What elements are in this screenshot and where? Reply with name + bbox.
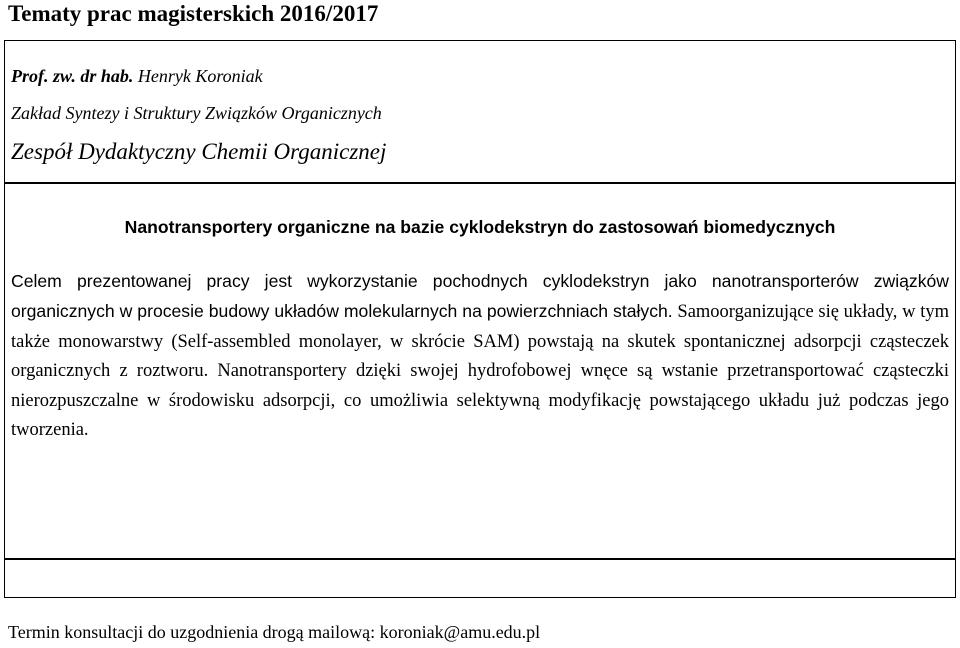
topic-description: [11, 267, 949, 445]
professor-line: [11, 65, 263, 87]
professor-prefix: Prof. zw. dr hab.: [11, 66, 134, 86]
topic-box: [4, 182, 956, 560]
professor-name: Henryk Koroniak: [137, 66, 263, 86]
supervisor-box: [4, 40, 956, 184]
department-name: Zakład Syntezy i Struktury Związków Organicznych: [11, 103, 382, 123]
consultation-note: Termin konsultacji do uzgodnienia drogą mailową: koroniak@amu.edu.pl: [8, 622, 541, 642]
team-name: Zespół Dydaktyczny Chemii Organicznej: [11, 139, 387, 164]
page-title: Tematy prac magisterskich 2016/2017: [8, 1, 379, 26]
empty-box: [4, 558, 956, 598]
description-part-2: Samoorganizujące się układy, w tym także monowarstwy (Self-assembled monolayer, w skrócie SAM) powstają na skutek spontanicznej adsorpcji cząsteczek organicznych z roztworu. Nanotransportery dzięki swojej hydrofobowej wnęce są wstanie przetransportować cząsteczki nierozpuszczalne w środowisku adsorpcji, co umożliwia selektywną modyfikację powstającego układu już podczas jego tworzenia.: [11, 302, 949, 441]
topic-title: Nanotransportery organiczne na bazie cyklodekstryn do zastosowań biomedycznych: [124, 217, 836, 237]
description-part-1: Celem prezentowanej pracy jest wykorzystanie pochodnych cyklodekstryn jako nanotransporterów związków organicznych w procesie budowy układów molekularnych na powierzchniach stałych.: [11, 271, 949, 322]
